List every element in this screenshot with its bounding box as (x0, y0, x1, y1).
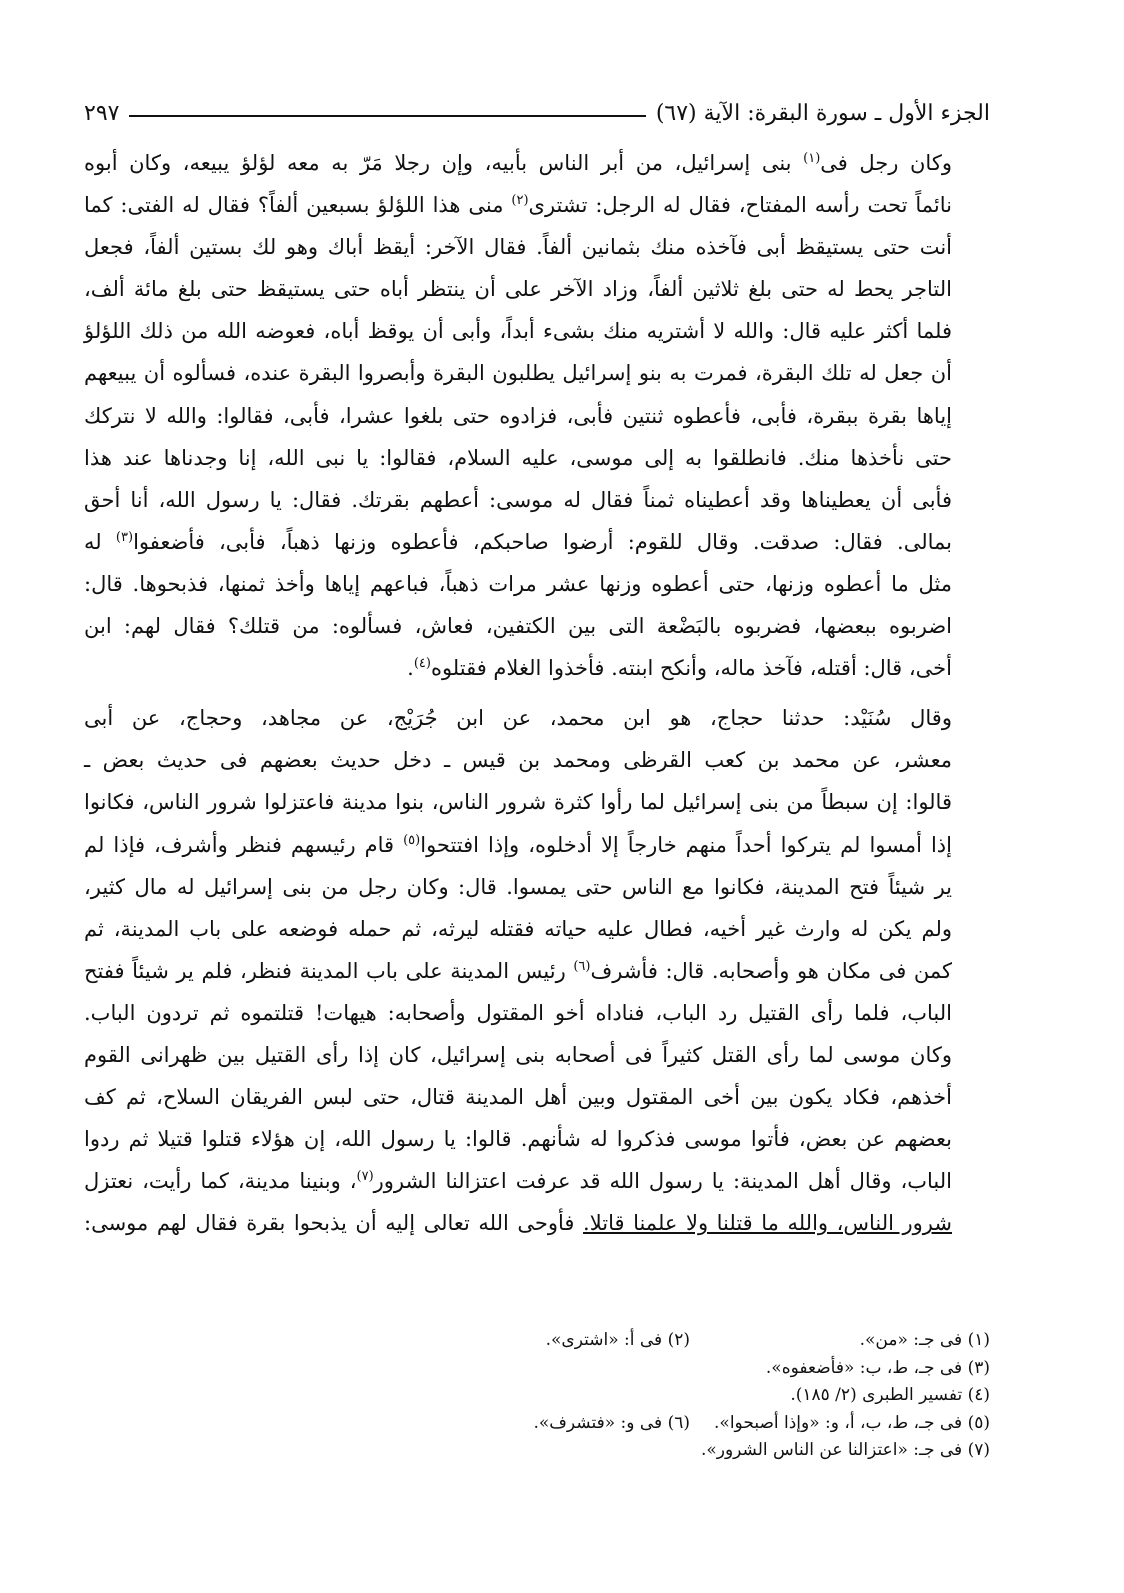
text-line: حتى نأخذها منك. فانطلقوا به إلى موسى، عليه السلام، فقالوا: يا نبى الله، إنا وجدناها عند هذا (84, 445, 952, 470)
footnote-ref: (٧) (356, 1169, 374, 1185)
footnote-row (84, 1382, 990, 1410)
footnote: (٣) فى جـ، ط، ب: «فأضعفوه». (765, 1357, 990, 1378)
text-line: وكان رجل فى$^{(١)}$ بنى إسرائيل، من أبر الناس بأبيه، وإن رجلا مَرّ به معه لؤلؤ يبيعه، وكان أبوه (84, 151, 952, 175)
text-line: بمالى. فقال: صدقت. وقال للقوم: أرضوا صاحبكم، فأعطوه وزنها ذهباً، فأبى، فأضعفوا$^{(٣)}$ له (84, 529, 952, 554)
text-line: مثل ما أعطوه وزنها، حتى أعطوه وزنها عشر مرات ذهباً، فباعهم إياها وأخذ ثمنها، فذبحوها. قال: (84, 571, 952, 596)
footnote: (١) فى جـ: «من». (859, 1330, 990, 1350)
text-line (84, 1202, 990, 1244)
footnote-row (84, 1355, 990, 1383)
footnote-ref: (١) (803, 151, 821, 166)
text-line: فلما أكثر عليه قال: والله لا أشتريه منك بشىء أبداً، وأبى أن يوقظ أباه، فعوضه الله من ذلك اللؤلؤ (84, 319, 952, 344)
text-line: أنت حتى يستيقظ أبى فآخذه منك بثمانين ألفاً. فقال الآخر: أيقظ أباك وهو لك بستين ألفاً، فجعل (84, 235, 952, 260)
footnote-ref: (٥) (403, 832, 421, 848)
text-line: نائماً تحت رأسه المفتاح، فقال له الرجل: تشترى$^{(٢)}$ منى هذا اللؤلؤ بسبعين ألفاً؟ فقال له الفتى: كما (84, 193, 952, 218)
footnote-ref: (٤) (413, 656, 431, 672)
text-line: ير شيئاً فتح المدينة، فكانوا مع الناس حتى يمسوا. قال: وكان رجل من بنى إسرائيل له مال كثير، (84, 874, 952, 899)
text-line: ولم يكن له وارث غير أخيه، فطال عليه حياته فقتله ليرثه، ثم حمله فوضعه على باب المدينة، ثم (84, 916, 952, 941)
footnote-row (84, 1327, 990, 1355)
main-text (84, 142, 990, 1244)
footnote-ref: (٢) (511, 193, 529, 209)
text-line: وقال سُنَيْد: حدثنا حجاج، هو ابن محمد، عن ابن جُرَيْج، عن مجاهد، وحجاج، عن أبى (84, 706, 952, 731)
text-line: قالوا: إن سبطاً من بنى إسرائيل لما رأوا كثرة شرور الناس، بنوا مدينة فاعتزلوا شرور الناس، فكانوا (84, 790, 952, 815)
text-line: التاجر يحط له حتى بلغ ثلاثين ألفاً، وزاد الآخر على أن ينتظر أباه حتى يستيقظ حتى بلغ مائة ألف، (84, 277, 952, 302)
text-line: كمن فى مكان هو وأصحابه. قال: فأشرف$^{(٦)}$ رئيس المدينة على باب المدينة فنظر، فلم ير شيئاً ففتح (84, 958, 952, 983)
text-line: أخى، قال: أقتله، فآخذ ماله، وأنكح ابنته. فأخذوا الغلام فقتلوه$^{(٤)}$. (407, 656, 952, 681)
footnote: (٢) فى أ: «اشترى». (545, 1330, 690, 1350)
paragraph-2 (84, 697, 990, 1244)
underlined-text: شرور الناس، والله ما قتلنا ولا علمنا قاتلا. (583, 1211, 952, 1236)
text-line: الباب، وقال أهل المدينة: يا رسول الله قد عرفت اعتزالنا الشرور$^{(٧)}$، وبنينا مدينة، كما رأيت، نعتزل (84, 1169, 953, 1194)
header-rule (129, 115, 645, 117)
footnote-ref: (٦) (573, 958, 591, 974)
text-line: أخذهم، فكاد يكون بين أخى المقتول وبين أهل المدينة قتال، حتى لبس الفريقان السلاح، ثم كف (84, 1085, 952, 1110)
footnote: (٥) فى جـ، ط، ب، أ، و: «وإذا أصبحوا». (714, 1412, 990, 1433)
text-line: أن جعل له تلك البقرة، فمرت به بنو إسرائيل يطلبون البقرة وأبصروا البقرة عنده، فسألوه أن يبيعهم (84, 361, 952, 386)
text-line: فأبى أن يعطيناها وقد أعطيناه ثمناً فقال له موسى: أعطهم بقرتك. فقال: يا رسول الله، أنا أحق (84, 487, 952, 512)
footnote: (٧) فى جـ: «اعتزالنا عن الناس الشرور». (700, 1440, 990, 1460)
text-line: إياها بقرة ببقرة، فأبى، فأعطوه ثنتين فأبى، فزادوه حتى بلغوا عشرا، فأبى، فقالوا: والله لا نتركك (84, 403, 952, 428)
text-line: بعضهم عن بعض، فأتوا موسى فذكروا له شأنهم. قالوا: يا رسول الله، إن هؤلاء قتلوا قتيلا ثم ردوا (84, 1127, 952, 1152)
footnote-row (84, 1410, 990, 1438)
text-line: إذا أمسوا لم يتركوا أحداً منهم خارجاً إلا أدخلوه، وإذا افتتحوا$^{(٥)}$ قام رئيسهم فنظر وأشرف، فإذا لم (84, 832, 952, 857)
footnote: (٦) فى و: «فتشرف». (533, 1412, 690, 1433)
page-number: ٢٩٧ (84, 101, 120, 126)
footnote: (٤) تفسير الطبرى (٢/ ١٨٥). (790, 1385, 990, 1405)
paragraph-1 (84, 142, 990, 689)
footnote-ref: (٣) (115, 529, 134, 545)
running-title: الجزء الأول ـ سورة البقرة: الآية (٦٧) (655, 101, 990, 126)
text-line: الباب، فلما رأى القتيل رد الباب، فناداه أخو المقتول وأصحابه: هيهات! قتلتموه ثم تردون الباب. (84, 1000, 952, 1025)
text-line: وكان موسى لما رأى القتل كثيراً فى أصحابه بنى إسرائيل، كان إذا رأى القتيل بين ظهرانى القوم (84, 1042, 952, 1067)
text-line: معشر، عن محمد بن كعب القرظى ومحمد بن قيس ـ دخل حديث بعضهم فى حديث بعض ـ (84, 748, 952, 773)
text-line: اضربوه ببعضها، فضربوه بالبَضْعة التى بين الكتفين، فعاش، فسألوه: من قتلك؟ فقال لهم: ابن (84, 614, 952, 639)
footnotes (84, 1327, 990, 1465)
running-header (84, 92, 990, 126)
footnote-row (84, 1437, 990, 1465)
text-segment: فأوحى الله تعالى إليه أن يذبحوا بقرة فقال لهم موسى: (84, 1211, 584, 1236)
